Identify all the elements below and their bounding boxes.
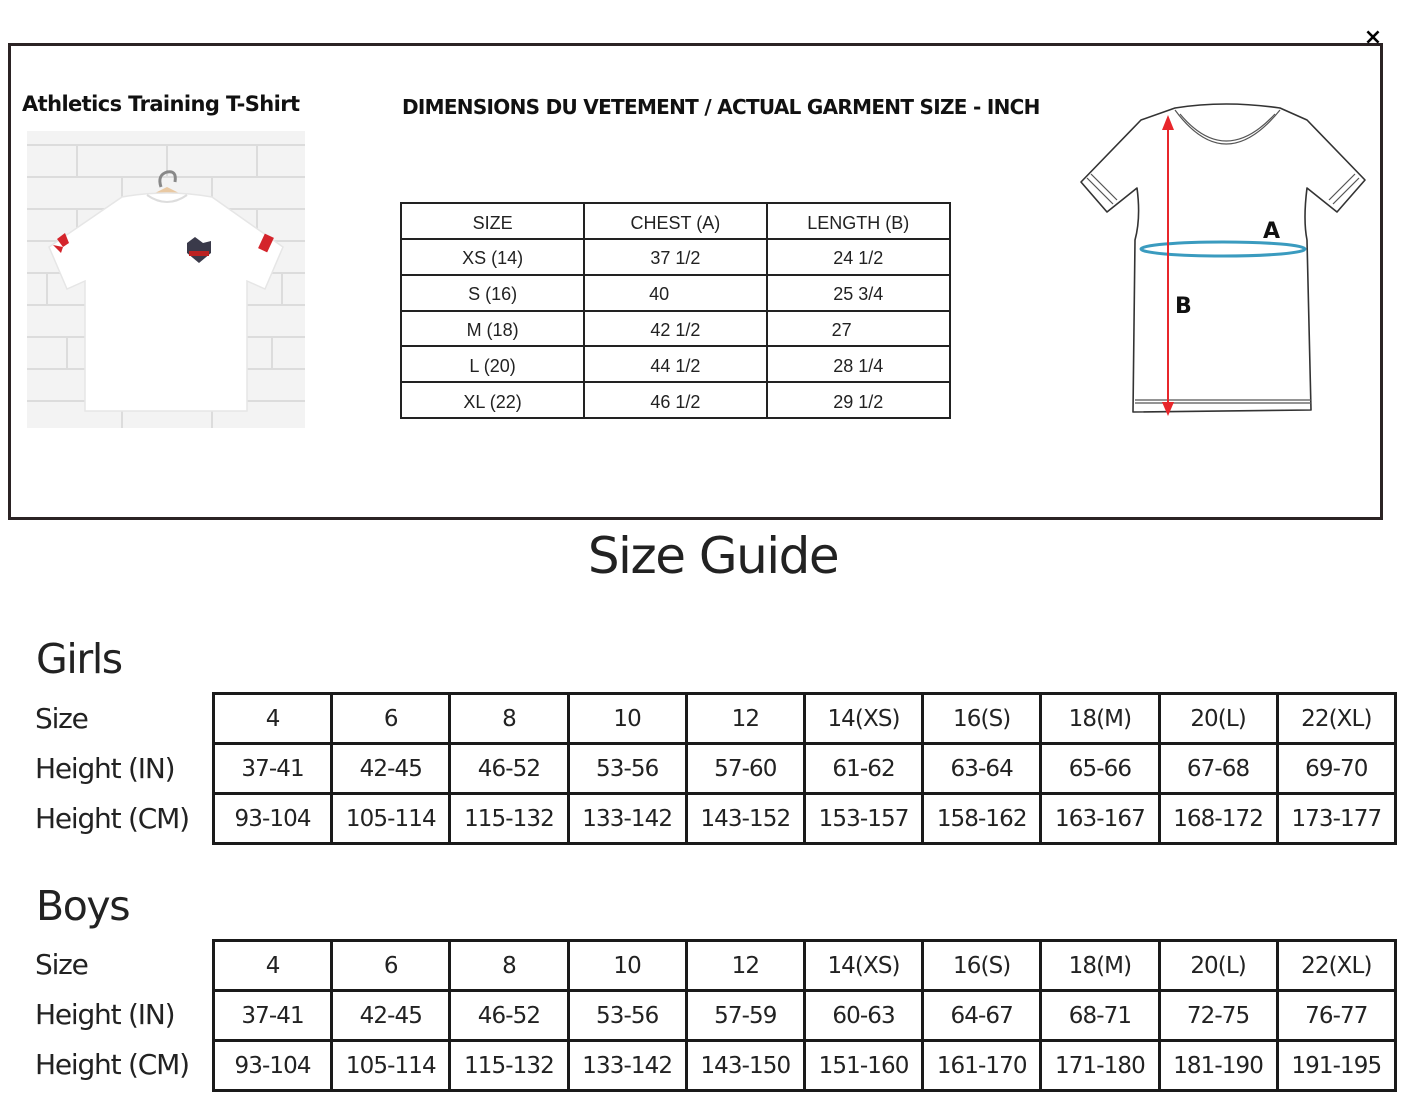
cell-length: 28 1/4	[767, 346, 950, 382]
height-in-cell: 69-70	[1277, 744, 1395, 794]
size-cell: 8	[450, 941, 568, 991]
size-cell: 12	[686, 941, 804, 991]
cell-size: S (16)	[401, 275, 584, 311]
table-row	[401, 275, 950, 311]
measurement-diagram	[1075, 100, 1375, 425]
height-cm-cell: 105-114	[332, 1041, 450, 1091]
size-cell: 20(L)	[1159, 694, 1277, 744]
size-cell: 6	[332, 694, 450, 744]
height-cm-cell: 173-177	[1277, 794, 1395, 844]
size-cell: 6	[332, 941, 450, 991]
height-in-cell: 46-52	[450, 744, 568, 794]
table-row	[401, 239, 950, 275]
height-cm-cell: 181-190	[1159, 1041, 1277, 1091]
height-cm-cell: 143-152	[686, 794, 804, 844]
cell-size: L (20)	[401, 346, 584, 382]
size-cell: 18(M)	[1041, 941, 1159, 991]
size-cell: 14(XS)	[804, 941, 922, 991]
cell-length: 24 1/2	[767, 239, 950, 275]
size-cell: 4	[214, 941, 332, 991]
height-in-cell: 72-75	[1159, 991, 1277, 1041]
height-cm-cell: 105-114	[332, 794, 450, 844]
height-in-cell: 46-52	[450, 991, 568, 1041]
size-guide-title: Size Guide	[587, 527, 839, 585]
product-image	[27, 131, 305, 428]
height-cm-cell: 115-132	[450, 1041, 568, 1091]
girls-title: Girls	[36, 635, 122, 683]
height-cm-cell: 151-160	[804, 1041, 922, 1091]
boys-title: Boys	[36, 882, 130, 930]
height-in-cell: 64-67	[923, 991, 1041, 1041]
table-header-row	[401, 203, 950, 239]
size-cell: 20(L)	[1159, 941, 1277, 991]
height-cm-cell: 133-142	[568, 794, 686, 844]
height-in-cell: 68-71	[1041, 991, 1159, 1041]
height-in-cell: 53-56	[568, 991, 686, 1041]
cell-size: XS (14)	[401, 239, 584, 275]
height-in-cell: 76-77	[1277, 991, 1395, 1041]
cell-length: 27	[767, 311, 950, 347]
cell-size: M (18)	[401, 311, 584, 347]
height-cm-row	[214, 1041, 1396, 1091]
height-cm-cell: 158-162	[923, 794, 1041, 844]
height-in-cell: 53-56	[568, 744, 686, 794]
girls-size-table	[212, 692, 1397, 845]
height-in-cell: 57-59	[686, 991, 804, 1041]
height-cm-cell: 93-104	[214, 794, 332, 844]
height-cm-cell: 168-172	[1159, 794, 1277, 844]
height-cm-cell: 171-180	[1041, 1041, 1159, 1091]
size-cell: 8	[450, 694, 568, 744]
size-cell: 16(S)	[923, 694, 1041, 744]
height-cm-cell: 133-142	[568, 1041, 686, 1091]
row-label-height-in: Height (IN)	[35, 998, 175, 1031]
size-cell: 12	[686, 694, 804, 744]
size-cell: 18(M)	[1041, 694, 1159, 744]
garment-size-table	[400, 202, 951, 419]
height-cm-row	[214, 794, 1396, 844]
size-cell: 22(XL)	[1277, 694, 1395, 744]
size-cell: 14(XS)	[804, 694, 922, 744]
row-label-height-cm: Height (CM)	[35, 1048, 189, 1081]
size-row	[214, 694, 1396, 744]
size-cell: 10	[568, 694, 686, 744]
height-in-cell: 60-63	[804, 991, 922, 1041]
size-cell: 22(XL)	[1277, 941, 1395, 991]
cell-length: 29 1/2	[767, 382, 950, 418]
table-row	[401, 346, 950, 382]
close-icon: ×	[1363, 25, 1383, 50]
table-row	[401, 311, 950, 347]
height-in-cell: 61-62	[804, 744, 922, 794]
header-size: SIZE	[401, 203, 584, 239]
row-label-size: Size	[35, 948, 88, 981]
size-cell: 16(S)	[923, 941, 1041, 991]
garment-size-heading: DIMENSIONS DU VETEMENT / ACTUAL GARMENT SIZE - INCH	[402, 95, 1040, 119]
cell-chest: 46 1/2	[584, 382, 766, 418]
height-in-cell: 37-41	[214, 744, 332, 794]
tshirt-diagram-icon	[1075, 100, 1375, 425]
height-in-cell: 63-64	[923, 744, 1041, 794]
table-row	[401, 382, 950, 418]
row-label-size: Size	[35, 702, 88, 735]
height-cm-cell: 93-104	[214, 1041, 332, 1091]
height-in-row	[214, 744, 1396, 794]
tshirt-photo-icon	[27, 131, 305, 428]
row-label-height-cm: Height (CM)	[35, 802, 189, 835]
size-row	[214, 941, 1396, 991]
height-cm-cell: 143-150	[686, 1041, 804, 1091]
product-title: Athletics Training T-Shirt	[22, 92, 300, 116]
header-chest: CHEST (A)	[584, 203, 766, 239]
cell-chest: 40	[584, 275, 766, 311]
height-in-cell: 42-45	[332, 744, 450, 794]
height-cm-cell: 115-132	[450, 794, 568, 844]
cell-chest: 44 1/2	[584, 346, 766, 382]
row-label-height-in: Height (IN)	[35, 752, 175, 785]
label-b: B	[1175, 294, 1192, 319]
cell-chest: 37 1/2	[584, 239, 766, 275]
height-in-cell: 65-66	[1041, 744, 1159, 794]
cell-chest: 42 1/2	[584, 311, 766, 347]
cell-size: XL (22)	[401, 382, 584, 418]
height-in-row	[214, 991, 1396, 1041]
header-length: LENGTH (B)	[767, 203, 950, 239]
height-cm-cell: 161-170	[923, 1041, 1041, 1091]
label-a: A	[1263, 219, 1281, 244]
size-cell: 4	[214, 694, 332, 744]
height-cm-cell: 191-195	[1277, 1041, 1395, 1091]
boys-size-table	[212, 939, 1397, 1092]
cell-length: 25 3/4	[767, 275, 950, 311]
close-button[interactable]	[1362, 27, 1384, 49]
size-cell: 10	[568, 941, 686, 991]
height-in-cell: 37-41	[214, 991, 332, 1041]
height-cm-cell: 163-167	[1041, 794, 1159, 844]
height-in-cell: 42-45	[332, 991, 450, 1041]
height-cm-cell: 153-157	[804, 794, 922, 844]
height-in-cell: 57-60	[686, 744, 804, 794]
height-in-cell: 67-68	[1159, 744, 1277, 794]
